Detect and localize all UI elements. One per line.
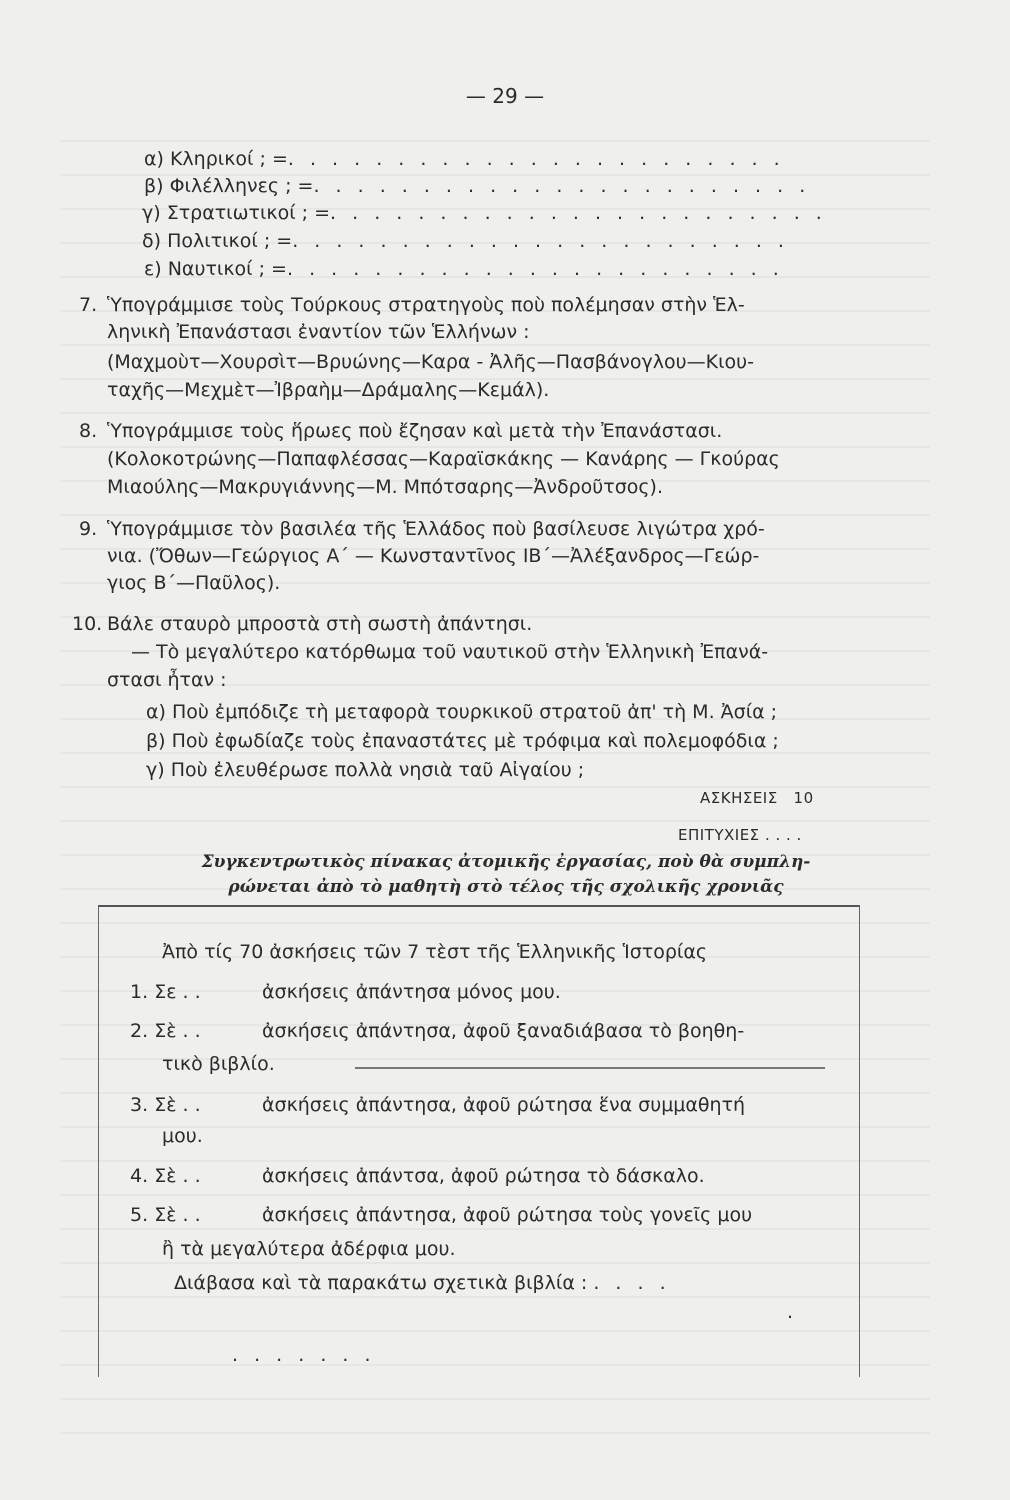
q10-line: στασι ἦταν : [107, 669, 227, 691]
q7-line: ληνικὴ Ἐπανάστασι ἐναντίον τῶν Ἑλλήνων : [107, 321, 530, 343]
summary-row-text: ἀσκήσεις ἀπάντσα, ἀφοῦ ρώτησα τὸ δάσκαλο. [262, 1165, 705, 1187]
summary-row-text: τικὸ βιβλίο. [162, 1053, 275, 1075]
summary-row: 2. Σὲ . . [130, 1020, 201, 1042]
summary-row: 5. Σὲ . . [130, 1204, 201, 1226]
q7-number: 7. [79, 294, 98, 316]
q8-number: 8. [79, 420, 98, 442]
q9-line: νια. (Ὄθων—Γεώργιος Α΄ — Κωνσταντῖνος ΙΒ΄—Ἀλέξανδρος—Γεώρ- [107, 545, 760, 567]
q10-line: Βάλε σταυρὸ μπροστὰ στὴ σωστὴ ἀπάντησι. [107, 613, 533, 635]
dot-line: . . . . . . . [232, 1344, 376, 1366]
q8-line: Ὑπογράμμισε τοὺς ἥρωες ποὺ ἔζησαν καὶ μετὰ τὴν Ἐπανάστασι. [107, 420, 723, 442]
summary-intro: Ἀπὸ τίς 70 ἀσκήσεις τῶν 7 τὲστ τῆς Ἑλληνικῆς Ἱστορίας [162, 941, 708, 963]
q7-line: (Μαχμοὺτ—Χουρσὶτ—Βρυώνης—Καρα - Ἀλῆς—Πασβάνογλου—Κιου- [107, 351, 755, 373]
summary-frame [98, 905, 860, 1377]
q7-line: Ὑπογράμμισε τοὺς Τούρκους στρατηγοὺς ποὺ πολέμησαν στὴν Ἑλ- [107, 294, 745, 316]
q6-item: ε) Ναυτικοί ; =. . . . . . . . . . . . . . . . . . . . . . . [144, 258, 784, 280]
page-number: — 29 — [465, 84, 545, 108]
success-score: ΕΠΙΤΥΧΙΕΣ . . . . [678, 826, 802, 844]
q6-item: δ) Πολιτικοί ; =. . . . . . . . . . . . . . . . . . . . . . . [142, 230, 789, 252]
summary-row-text: ἀσκήσεις ἀπάντησα, ἀφοῦ ξαναδιάβασα τὸ βοηθη- [262, 1020, 745, 1042]
exercises-score: ΑΣΚΗΣΕΙΣ 10 [700, 789, 814, 807]
q7-line: ταχῆς—Μεχμὲτ—Ἰβραὴμ—Δράμαλης—Κεμάλ). [107, 379, 550, 401]
q9-line: Ὑπογράμμισε τὸν βασιλέα τῆς Ἑλλάδος ποὺ βασίλευσε λιγώτρα χρό- [107, 518, 765, 540]
q6-item: γ) Στρατιωτικοί ; =. . . . . . . . . . . . . . . . . . . . . . . [142, 202, 827, 224]
summary-row-text: μου. [162, 1125, 203, 1147]
q8-line: (Κολοκοτρώνης—Παπαφλέσσας—Καραϊσκάκης — Κανάρης — Γκούρας [107, 448, 780, 470]
summary-row: 1. Σε . . [130, 981, 201, 1003]
q10-option-a: α) Ποὺ ἐμπόδιζε τὴ μεταφορὰ τουρκικοῦ στρατοῦ ἀπ' τὴ Μ. Ἀσία ; [146, 701, 778, 723]
q10-number: 10. [72, 613, 103, 635]
books-line: Διάβασα καὶ τὰ παρακάτω σχετικὰ βιβλία : . . . . [174, 1272, 671, 1294]
q9-number: 9. [79, 518, 98, 540]
summary-title: Συγκεντρωτικὸς πίνακας ἀτομικῆς ἐργασίας, ποὺ θὰ συμπλη- ρώνεται ἀπὸ τὸ μαθητὴ στὸ τέλος τῆς σχολικῆς χρονιᾶς [201, 852, 811, 897]
summary-row-text: ἢ τὰ μεγαλύτερα ἀδέρφια μου. [162, 1238, 456, 1260]
summary-row-text: ἀσκήσεις ἀπάντησα, ἀφοῦ ρώτησα τοὺς γονεῖς μου [262, 1204, 753, 1226]
q6-item: α) Κληρικοί ; =. . . . . . . . . . . . . . . . . . . . . . . [144, 148, 785, 170]
q10-option-c: γ) Ποὺ ἐλευθέρωσε πολλὰ νησιὰ ταῦ Αἰγαίου ; [146, 759, 585, 781]
q10-option-b: β) Ποὺ ἐφωδίαζε τοὺς ἐπαναστάτες μὲ τρόφιμα καὶ πολεμοφόδια ; [146, 730, 779, 752]
dot-line: . [787, 1301, 794, 1323]
divider-line [355, 1067, 825, 1069]
q9-line: γιος Β΄—Παῦλος). [107, 572, 281, 594]
q8-line: Μιαούλης—Μακρυγιάννης—Μ. Μπότσαρης—Ἀνδροῦτσος). [107, 476, 664, 498]
summary-row: 4. Σὲ . . [130, 1165, 201, 1187]
summary-row-text: ἀσκήσεις ἀπάντησα μόνος μου. [262, 981, 561, 1003]
summary-row: 3. Σὲ . . [130, 1094, 201, 1116]
summary-row-text: ἀσκήσεις ἀπάντησα, ἀφοῦ ρώτησα ἕνα συμμαθητή [262, 1094, 746, 1116]
q6-item: β) Φιλέλληνες ; =. . . . . . . . . . . . . . . . . . . . . . . [144, 175, 811, 197]
q10-line: — Τὸ μεγαλύτερο κατόρθωμα τοῦ ναυτικοῦ στὴν Ἑλληνικὴ Ἐπανά- [131, 641, 769, 663]
